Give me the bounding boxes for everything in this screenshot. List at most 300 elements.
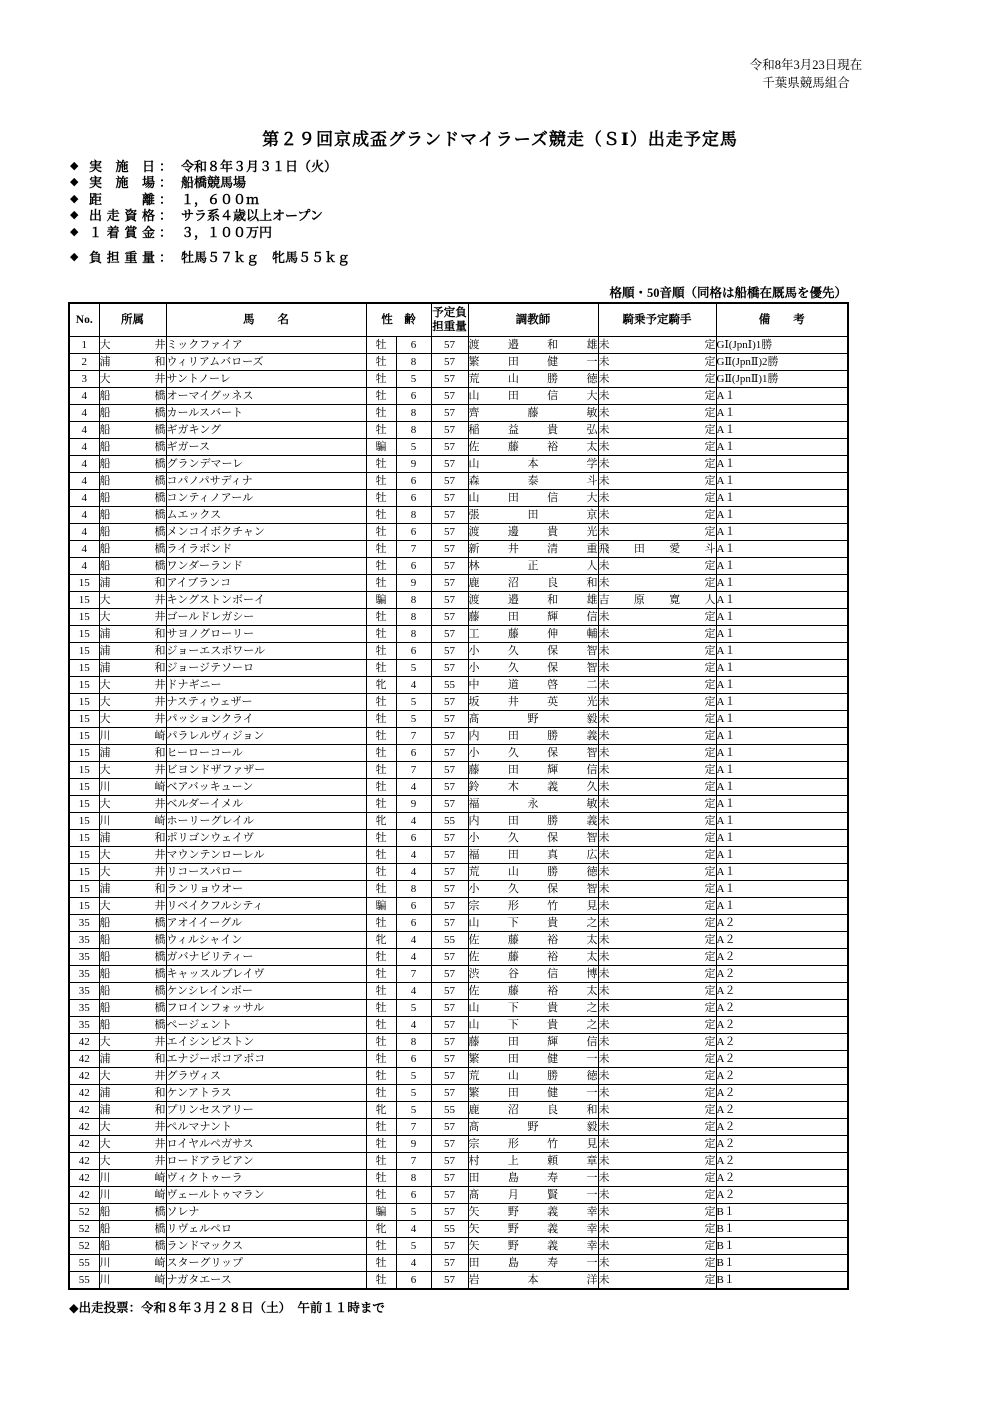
entry-row <box>69 813 848 830</box>
cell-jockey: 未定 <box>598 1119 716 1136</box>
entry-row <box>69 643 848 660</box>
cell-no: 42 <box>69 1153 99 1170</box>
cell-weight: 57 <box>431 881 468 898</box>
cell-jockey: 未定 <box>598 1187 716 1204</box>
cell-sex: 牡 <box>366 1238 396 1255</box>
cell-remark: A２ <box>716 915 848 932</box>
cell-horse-name: マウンテンローレル <box>166 847 366 864</box>
cell-no: 4 <box>69 473 99 490</box>
cell-jockey: 未定 <box>598 337 716 354</box>
cell-age: 5 <box>396 1000 431 1017</box>
entry-row <box>69 337 848 354</box>
cell-weight: 57 <box>431 949 468 966</box>
cell-sex: 牡 <box>366 609 396 626</box>
cell-weight: 55 <box>431 813 468 830</box>
cell-sex: 牡 <box>366 1119 396 1136</box>
cell-jockey: 未定 <box>598 728 716 745</box>
cell-trainer: 荒山勝徳 <box>468 864 598 881</box>
cell-horse-name: エイシンピストン <box>166 1034 366 1051</box>
entry-row <box>69 864 848 881</box>
cell-no: 15 <box>69 609 99 626</box>
entry-row <box>69 1034 848 1051</box>
entry-row <box>69 711 848 728</box>
cell-trainer: 中道啓二 <box>468 677 598 694</box>
cell-trainer: 小久保智 <box>468 881 598 898</box>
cell-remark: GⅡ(JpnⅡ)2勝 <box>716 354 848 371</box>
cell-sex: 牡 <box>366 337 396 354</box>
cell-sex: 牡 <box>366 1272 396 1290</box>
cell-jockey: 未定 <box>598 1102 716 1119</box>
cell-weight: 57 <box>431 643 468 660</box>
cell-age: 6 <box>396 337 431 354</box>
cell-no: 15 <box>69 643 99 660</box>
header-no: No. <box>69 303 99 337</box>
cell-affiliation: 船橋 <box>99 490 166 507</box>
cell-age: 6 <box>396 643 431 660</box>
cell-no: 3 <box>69 371 99 388</box>
cell-remark: A１ <box>716 796 848 813</box>
diamond-bullet-icon: ◆ <box>70 176 79 189</box>
cell-trainer: 齊藤敏 <box>468 405 598 422</box>
cell-no: 15 <box>69 898 99 915</box>
cell-sex: 牡 <box>366 473 396 490</box>
entry-row <box>69 1221 848 1238</box>
cell-age: 8 <box>396 354 431 371</box>
cell-sex: 牝 <box>366 932 396 949</box>
cell-age: 6 <box>396 1272 431 1290</box>
cell-weight: 55 <box>431 677 468 694</box>
entry-row <box>69 439 848 456</box>
cell-no: 15 <box>69 677 99 694</box>
cell-affiliation: 船橋 <box>99 966 166 983</box>
cell-sex: 牡 <box>366 966 396 983</box>
cell-sex: 牡 <box>366 949 396 966</box>
cell-age: 8 <box>396 592 431 609</box>
cell-remark: A１ <box>716 762 848 779</box>
cell-affiliation: 大井 <box>99 847 166 864</box>
cell-horse-name: ムエックス <box>166 507 366 524</box>
cell-horse-name: グランデマーレ <box>166 456 366 473</box>
cell-jockey: 未定 <box>598 949 716 966</box>
cell-trainer: 村上頼章 <box>468 1153 598 1170</box>
cell-horse-name: グラヴィス <box>166 1068 366 1085</box>
cell-remark: A１ <box>716 728 848 745</box>
cell-horse-name: リヴェルペロ <box>166 1221 366 1238</box>
cell-horse-name: ベアバッキューン <box>166 779 366 796</box>
cell-horse-name: ペルマナント <box>166 1119 366 1136</box>
cell-trainer: 佐藤裕太 <box>468 932 598 949</box>
entry-row <box>69 762 848 779</box>
cell-jockey: 未定 <box>598 711 716 728</box>
cell-weight: 57 <box>431 1000 468 1017</box>
cell-trainer: 小久保智 <box>468 745 598 762</box>
cell-weight: 57 <box>431 1119 468 1136</box>
cell-jockey: 未定 <box>598 779 716 796</box>
cell-no: 42 <box>69 1136 99 1153</box>
header-affiliation: 所属 <box>99 303 166 337</box>
entry-row <box>69 660 848 677</box>
cell-jockey: 未定 <box>598 1085 716 1102</box>
cell-weight: 57 <box>431 898 468 915</box>
cell-jockey: 未定 <box>598 983 716 1000</box>
cell-horse-name: アイブランコ <box>166 575 366 592</box>
cell-age: 8 <box>396 507 431 524</box>
cell-trainer: 渋谷信博 <box>468 966 598 983</box>
cell-sex: 牡 <box>366 1170 396 1187</box>
cell-remark: B１ <box>716 1255 848 1272</box>
cell-remark: A１ <box>716 524 848 541</box>
cell-remark: A１ <box>716 405 848 422</box>
cell-remark: A１ <box>716 898 848 915</box>
cell-weight: 57 <box>431 660 468 677</box>
cell-trainer: 山下貴之 <box>468 1017 598 1034</box>
cell-affiliation: 船橋 <box>99 422 166 439</box>
cell-age: 7 <box>396 1119 431 1136</box>
cell-jockey: 未定 <box>598 1153 716 1170</box>
cell-weight: 57 <box>431 1017 468 1034</box>
cell-trainer: 鈴木義久 <box>468 779 598 796</box>
cell-affiliation: 浦和 <box>99 881 166 898</box>
entry-row <box>69 898 848 915</box>
cell-remark: A１ <box>716 847 848 864</box>
cell-horse-name: パラレルヴィジョン <box>166 728 366 745</box>
cell-jockey: 未定 <box>598 915 716 932</box>
cell-age: 7 <box>396 541 431 558</box>
cell-trainer: 荒山勝徳 <box>468 1068 598 1085</box>
cell-no: 15 <box>69 864 99 881</box>
cell-jockey: 未定 <box>598 456 716 473</box>
cell-age: 4 <box>396 1017 431 1034</box>
cell-sex: 牡 <box>366 779 396 796</box>
cell-weight: 57 <box>431 439 468 456</box>
cell-remark: B１ <box>716 1238 848 1255</box>
cell-remark: A２ <box>716 1153 848 1170</box>
cell-horse-name: ギガキング <box>166 422 366 439</box>
diamond-bullet-icon: ◆ <box>70 209 79 222</box>
cell-sex: 牡 <box>366 1136 396 1153</box>
entry-row <box>69 881 848 898</box>
entry-row <box>69 405 848 422</box>
cell-affiliation: 川崎 <box>99 1170 166 1187</box>
cell-weight: 57 <box>431 847 468 864</box>
cell-affiliation: 大井 <box>99 762 166 779</box>
cell-sex: 牡 <box>366 541 396 558</box>
entry-row <box>69 1238 848 1255</box>
cell-trainer: 佐藤裕太 <box>468 949 598 966</box>
cell-age: 8 <box>396 1170 431 1187</box>
entry-table <box>68 302 849 1290</box>
info-value: 令和８年３月３１日（火） <box>181 158 338 174</box>
cell-horse-name: ロードアラビアン <box>166 1153 366 1170</box>
cell-no: 4 <box>69 405 99 422</box>
race-info-date <box>70 157 350 174</box>
cell-sex: 牡 <box>366 456 396 473</box>
cell-no: 4 <box>69 524 99 541</box>
cell-weight: 57 <box>431 1187 468 1204</box>
cell-affiliation: 大井 <box>99 898 166 915</box>
cell-trainer: 矢野義幸 <box>468 1221 598 1238</box>
entry-row <box>69 1272 848 1290</box>
cell-affiliation: 大井 <box>99 677 166 694</box>
cell-age: 4 <box>396 864 431 881</box>
cell-trainer: 渡邊貴光 <box>468 524 598 541</box>
cell-age: 7 <box>396 966 431 983</box>
cell-age: 5 <box>396 371 431 388</box>
cell-trainer: 山下貴之 <box>468 1000 598 1017</box>
cell-no: 4 <box>69 456 99 473</box>
cell-jockey: 未定 <box>598 830 716 847</box>
cell-weight: 57 <box>431 405 468 422</box>
cell-affiliation: 大井 <box>99 796 166 813</box>
cell-age: 6 <box>396 558 431 575</box>
entry-row <box>69 609 848 626</box>
cell-trainer: 藤田輝信 <box>468 609 598 626</box>
cell-sex: 牡 <box>366 643 396 660</box>
cell-trainer: 小久保智 <box>468 643 598 660</box>
cell-weight: 57 <box>431 864 468 881</box>
cell-affiliation: 大井 <box>99 1034 166 1051</box>
cell-weight: 57 <box>431 711 468 728</box>
cell-horse-name: オーマイグッネス <box>166 388 366 405</box>
cell-horse-name: ケンアトラス <box>166 1085 366 1102</box>
cell-remark: A２ <box>716 1187 848 1204</box>
cell-remark: A１ <box>716 575 848 592</box>
cell-affiliation: 船橋 <box>99 524 166 541</box>
cell-no: 42 <box>69 1085 99 1102</box>
cell-trainer: 繁田健一 <box>468 354 598 371</box>
cell-remark: A２ <box>716 949 848 966</box>
cell-sex: 牡 <box>366 694 396 711</box>
entry-row <box>69 1068 848 1085</box>
cell-remark: A２ <box>716 1000 848 1017</box>
cell-trainer: 坂井英光 <box>468 694 598 711</box>
entry-table-body <box>69 337 848 1290</box>
cell-no: 15 <box>69 592 99 609</box>
cell-remark: A１ <box>716 677 848 694</box>
cell-age: 6 <box>396 745 431 762</box>
cell-no: 15 <box>69 728 99 745</box>
cell-affiliation: 川崎 <box>99 728 166 745</box>
cell-sex: 牡 <box>366 354 396 371</box>
cell-weight: 57 <box>431 371 468 388</box>
cell-weight: 57 <box>431 1136 468 1153</box>
cell-remark: A１ <box>716 609 848 626</box>
page-title: 第２９回京成盃グランドマイラーズ競走（ＳⅠ）出走予定馬 <box>262 130 738 149</box>
cell-sex: 牡 <box>366 371 396 388</box>
cell-jockey: 未定 <box>598 1204 716 1221</box>
cell-age: 6 <box>396 1051 431 1068</box>
cell-remark: A１ <box>716 558 848 575</box>
cell-affiliation: 浦和 <box>99 354 166 371</box>
cell-weight: 57 <box>431 830 468 847</box>
cell-horse-name: ビヨンドザファザー <box>166 762 366 779</box>
cell-age: 8 <box>396 422 431 439</box>
cell-trainer: 佐藤裕太 <box>468 983 598 1000</box>
cell-affiliation: 船橋 <box>99 915 166 932</box>
cell-affiliation: 大井 <box>99 609 166 626</box>
cell-jockey: 未定 <box>598 354 716 371</box>
cell-weight: 57 <box>431 507 468 524</box>
cell-jockey: 未定 <box>598 745 716 762</box>
cell-no: 52 <box>69 1204 99 1221</box>
entry-row <box>69 1153 848 1170</box>
cell-weight: 57 <box>431 1051 468 1068</box>
cell-horse-name: リコースパロー <box>166 864 366 881</box>
entry-row <box>69 626 848 643</box>
entry-row <box>69 592 848 609</box>
cell-horse-name: ライラボンド <box>166 541 366 558</box>
cell-weight: 57 <box>431 524 468 541</box>
cell-jockey: 未定 <box>598 677 716 694</box>
cell-affiliation: 浦和 <box>99 1051 166 1068</box>
cell-horse-name: プリンセスアリー <box>166 1102 366 1119</box>
cell-affiliation: 川崎 <box>99 1272 166 1290</box>
cell-horse-name: サントノーレ <box>166 371 366 388</box>
cell-weight: 55 <box>431 1102 468 1119</box>
cell-sex: 牡 <box>366 405 396 422</box>
cell-horse-name: ウィルシャイン <box>166 932 366 949</box>
cell-age: 8 <box>396 405 431 422</box>
cell-age: 6 <box>396 915 431 932</box>
cell-sex: 牡 <box>366 1187 396 1204</box>
cell-no: 42 <box>69 1034 99 1051</box>
cell-sex: 牡 <box>366 728 396 745</box>
cell-jockey: 未定 <box>598 626 716 643</box>
header-jockey: 騎乗予定騎手 <box>598 303 716 337</box>
cell-horse-name: ページェント <box>166 1017 366 1034</box>
cell-age: 6 <box>396 524 431 541</box>
cell-age: 6 <box>396 830 431 847</box>
cell-trainer: 佐藤裕太 <box>468 439 598 456</box>
cell-horse-name: サヨノグローリー <box>166 626 366 643</box>
cell-remark: A１ <box>716 711 848 728</box>
cell-affiliation: 船橋 <box>99 1017 166 1034</box>
cell-remark: A１ <box>716 626 848 643</box>
cell-sex: 牡 <box>366 1000 396 1017</box>
cell-no: 15 <box>69 745 99 762</box>
cell-no: 15 <box>69 762 99 779</box>
sort-order-note: 格順・50音順（同格は船橋在厩馬を優先） <box>609 286 847 300</box>
cell-sex: 牡 <box>366 490 396 507</box>
cell-remark: A２ <box>716 966 848 983</box>
cell-affiliation: 大井 <box>99 864 166 881</box>
cell-trainer: 工藤伸輔 <box>468 626 598 643</box>
cell-horse-name: ドナギニー <box>166 677 366 694</box>
cell-affiliation: 船橋 <box>99 388 166 405</box>
cell-horse-name: キャッスルブレイヴ <box>166 966 366 983</box>
cell-age: 5 <box>396 1204 431 1221</box>
entry-row <box>69 830 848 847</box>
cell-remark: A１ <box>716 660 848 677</box>
cell-age: 7 <box>396 1153 431 1170</box>
cell-remark: A２ <box>716 932 848 949</box>
cell-trainer: 森泰斗 <box>468 473 598 490</box>
cell-affiliation: 大井 <box>99 371 166 388</box>
cell-age: 4 <box>396 932 431 949</box>
cell-age: 4 <box>396 677 431 694</box>
cell-horse-name: ポリゴンウェイヴ <box>166 830 366 847</box>
cell-no: 42 <box>69 1119 99 1136</box>
cell-sex: 牝 <box>366 677 396 694</box>
info-value: 牡馬５７ｋｇ 牝馬５５ｋｇ <box>181 250 351 266</box>
cell-weight: 57 <box>431 609 468 626</box>
cell-sex: 牡 <box>366 711 396 728</box>
cell-no: 42 <box>69 1102 99 1119</box>
info-value: １，６００ｍ <box>181 191 260 207</box>
cell-weight: 57 <box>431 1255 468 1272</box>
cell-weight: 57 <box>431 541 468 558</box>
cell-affiliation: 浦和 <box>99 830 166 847</box>
cell-affiliation: 船橋 <box>99 405 166 422</box>
cell-jockey: 未定 <box>598 1034 716 1051</box>
cell-weight: 57 <box>431 1085 468 1102</box>
cell-weight: 57 <box>431 1170 468 1187</box>
cell-age: 6 <box>396 388 431 405</box>
cell-age: 8 <box>396 881 431 898</box>
cell-remark: A１ <box>716 694 848 711</box>
entry-row <box>69 354 848 371</box>
cell-sex: 牡 <box>366 388 396 405</box>
cell-remark: B１ <box>716 1204 848 1221</box>
cell-weight: 57 <box>431 558 468 575</box>
entry-row <box>69 558 848 575</box>
cell-remark: A２ <box>716 1119 848 1136</box>
cell-trainer: 宗形竹見 <box>468 1136 598 1153</box>
cell-horse-name: ベルダーイメル <box>166 796 366 813</box>
cell-trainer: 新井清重 <box>468 541 598 558</box>
cell-jockey: 未定 <box>598 643 716 660</box>
entry-row <box>69 847 848 864</box>
info-colon: ： <box>159 191 173 207</box>
cell-trainer: 矢野義幸 <box>468 1238 598 1255</box>
entry-row <box>69 1102 848 1119</box>
cell-trainer: 髙野毅 <box>468 1119 598 1136</box>
cell-affiliation: 大井 <box>99 1153 166 1170</box>
cell-affiliation: 大井 <box>99 1136 166 1153</box>
cell-weight: 57 <box>431 796 468 813</box>
cell-affiliation: 船橋 <box>99 541 166 558</box>
cell-jockey: 未定 <box>598 1170 716 1187</box>
cell-trainer: 小久保智 <box>468 830 598 847</box>
cell-trainer: 林正人 <box>468 558 598 575</box>
entry-row <box>69 779 848 796</box>
cell-affiliation: 浦和 <box>99 1102 166 1119</box>
cell-weight: 57 <box>431 1204 468 1221</box>
cell-horse-name: コパノパサディナ <box>166 473 366 490</box>
cell-no: 1 <box>69 337 99 354</box>
info-colon: ： <box>159 208 173 224</box>
cell-trainer: 山本学 <box>468 456 598 473</box>
cell-weight: 57 <box>431 354 468 371</box>
cell-sex: 牝 <box>366 1102 396 1119</box>
entry-row <box>69 507 848 524</box>
cell-no: 15 <box>69 796 99 813</box>
cell-weight: 57 <box>431 1034 468 1051</box>
cell-remark: A２ <box>716 1068 848 1085</box>
cell-affiliation: 船橋 <box>99 558 166 575</box>
cell-sex: 牡 <box>366 507 396 524</box>
cell-age: 8 <box>396 626 431 643</box>
cell-trainer: 田島寿一 <box>468 1170 598 1187</box>
cell-horse-name: メンコイボクチャン <box>166 524 366 541</box>
cell-age: 4 <box>396 983 431 1000</box>
info-colon: ： <box>159 250 173 266</box>
cell-affiliation: 船橋 <box>99 1221 166 1238</box>
entry-row <box>69 745 848 762</box>
cell-no: 15 <box>69 711 99 728</box>
cell-jockey: 未定 <box>598 1238 716 1255</box>
cell-horse-name: ミックファイア <box>166 337 366 354</box>
